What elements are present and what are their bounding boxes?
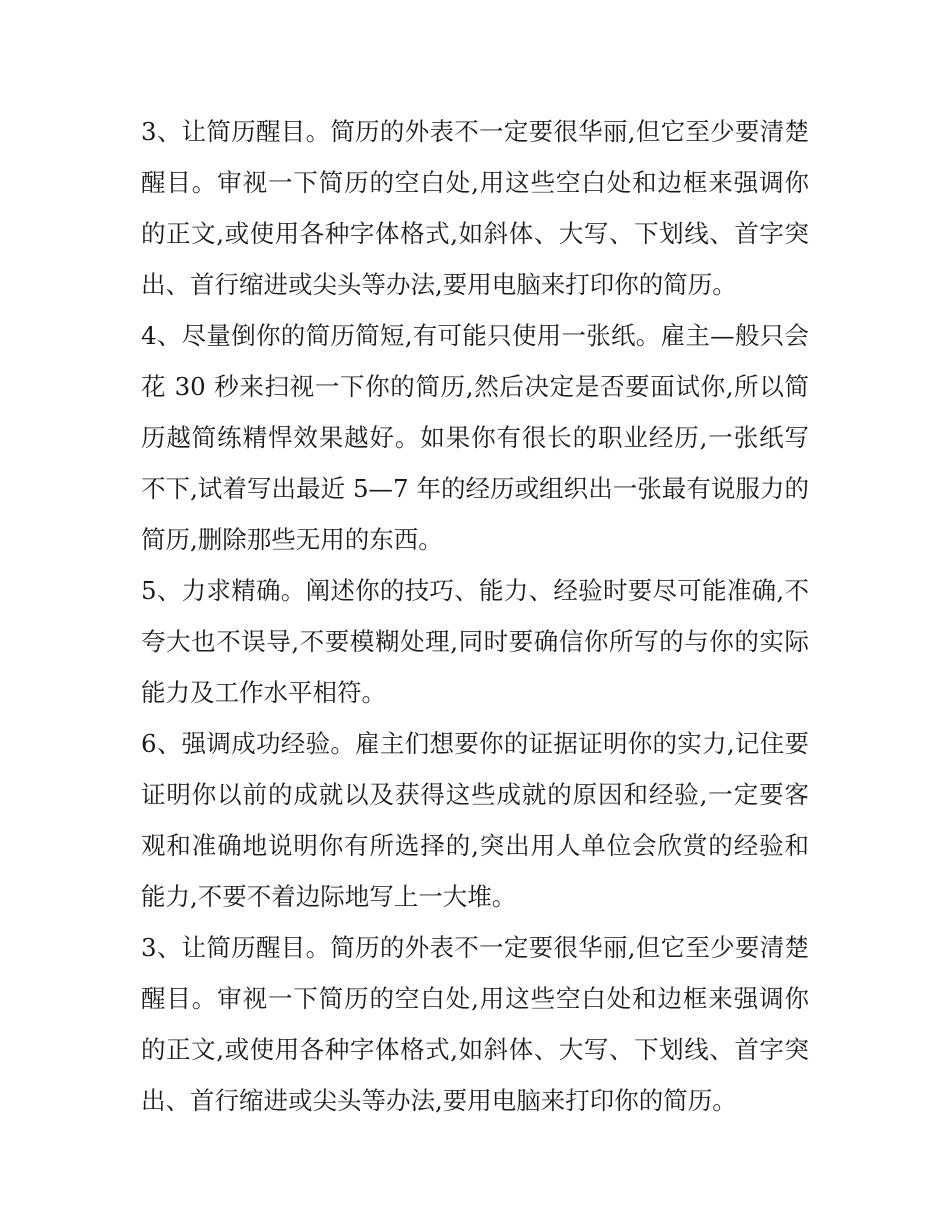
paragraph-tip-3-repeat: 3、让简历醒目。简历的外表不一定要很华丽,但它至少要清楚醒目。审视一下简历的空白处,用这些空白处和边框来强调你的正文,或使用各种字体格式,如斜体、大写、下划线、首字突出、首行缩进或尖头等办法,要用电脑来打印你的简历。 <box>141 933 809 1115</box>
document-body <box>141 106 809 1126</box>
paragraph-tip-4: 4、尽量倒你的简历简短,有可能只使用一张纸。雇主—般只会花 30 秒来扫视一下你的简历,然后决定是否要面试你,所以简历越简练精悍效果越好。如果你有很长的职业经历,一张纸写不下,试着写出最近 5—7 年的经历或组织出一张最有说服力的简历,删除那些无用的东西。 <box>141 321 809 554</box>
paragraph-tip-5: 5、力求精确。阐述你的技巧、能力、经验时要尽可能准确,不夸大也不误导,不要模糊处理,同时要确信你所写的与你的实际能力及工作水平相符。 <box>141 576 809 707</box>
paragraph-tip-3: 3、让简历醒目。简历的外表不一定要很华丽,但它至少要清楚醒目。审视一下简历的空白处,用这些空白处和边框来强调你的正文,或使用各种字体格式,如斜体、大写、下划线、首字突出、首行缩进或尖头等办法,要用电脑来打印你的简历。 <box>141 117 809 299</box>
paragraph-tip-6: 6、强调成功经验。雇主们想要你的证据证明你的实力,记住要证明你以前的成就以及获得这些成就的原因和经验,一定要客观和准确地说明你有所选择的,突出用人单位会欣赏的经验和能力,不要不着边际地写上一大堆。 <box>141 729 809 911</box>
